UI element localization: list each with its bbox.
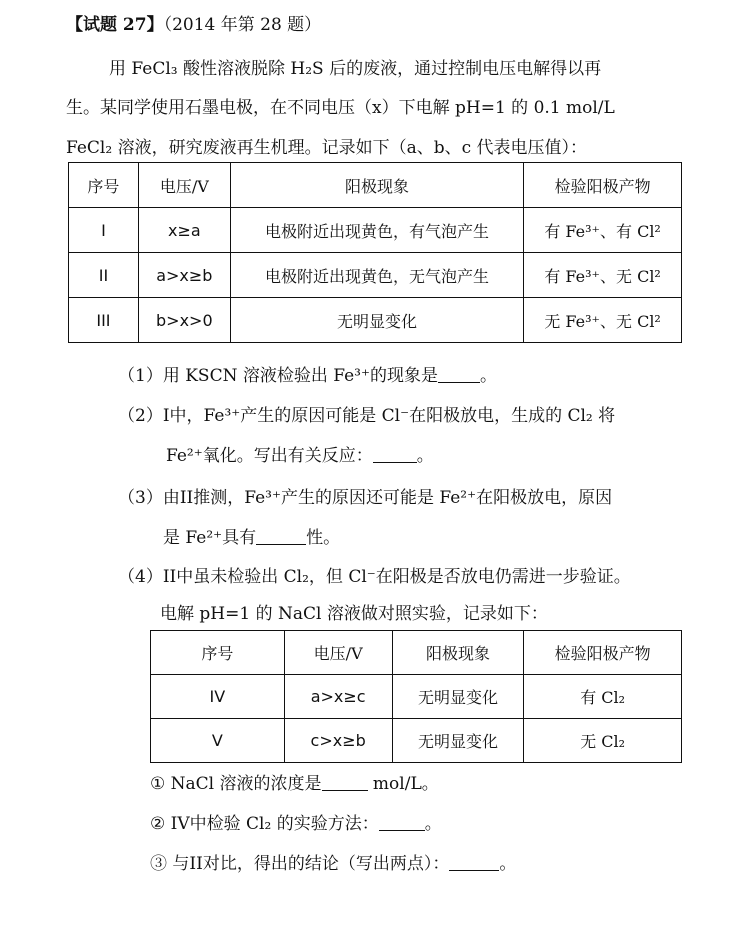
sub-question-1-unit: mol/L。 bbox=[367, 774, 439, 794]
header-cell: 检验阳极产物 bbox=[524, 631, 682, 675]
table-cell: c>x≥b bbox=[284, 719, 392, 763]
period: 。 bbox=[499, 854, 517, 874]
intro-line-2: 生。某同学使用石墨电极，在不同电压（x）下电解 pH=1 的 0.1 mol/L bbox=[66, 98, 615, 118]
table-cell: I bbox=[69, 208, 139, 253]
question-4-line-2: 电解 pH=1 的 NaCl 溶液做对照实验，记录如下： bbox=[160, 604, 548, 624]
table-cell: V bbox=[151, 719, 285, 763]
table-cell: a>x≥c bbox=[284, 675, 392, 719]
table-cell: b>x>0 bbox=[138, 298, 230, 343]
question-1-text: （1）用 KSCN 溶液检验出 Fe³⁺的现象是 bbox=[118, 366, 438, 386]
question-2-text: Fe²⁺氧化。写出有关反应： bbox=[166, 446, 373, 466]
answer-blank[interactable] bbox=[256, 528, 306, 545]
question-2-line-1: （2）I中，Fe³⁺产生的原因可能是 Cl⁻在阳极放电，生成的 Cl₂ 将 bbox=[118, 406, 616, 426]
period: 。 bbox=[479, 366, 497, 386]
table-cell: 有 Fe³⁺、有 Cl² bbox=[524, 208, 682, 253]
header-cell: 电压/V bbox=[284, 631, 392, 675]
table-cell: 无明显变化 bbox=[392, 675, 524, 719]
table-header-row bbox=[151, 631, 682, 675]
experiment-table-2 bbox=[150, 630, 682, 763]
intro-line-1: 用 FeCl₃ 酸性溶液脱除 H₂S 后的废液，通过控制电压电解得以再 bbox=[109, 59, 602, 79]
header-cell: 电压/V bbox=[138, 163, 230, 208]
table-cell: IV bbox=[151, 675, 285, 719]
question-3-line-1: （3）由II推测，Fe³⁺产生的原因还可能是 Fe²⁺在阳极放电，原因 bbox=[118, 488, 613, 508]
question-source: （2014 年第 28 题） bbox=[163, 15, 322, 35]
answer-blank[interactable] bbox=[379, 814, 425, 831]
sub-question-3-text: ③ 与II对比，得出的结论（写出两点）： bbox=[150, 854, 450, 874]
table-row bbox=[69, 298, 682, 343]
question-3-line-2 bbox=[163, 527, 340, 549]
question-3-suffix: 性。 bbox=[306, 528, 341, 548]
intro-line-3: FeCl₂ 溶液，研究废液再生机理。记录如下（a、b、c 代表电压值）： bbox=[66, 138, 588, 158]
table-row bbox=[151, 675, 682, 719]
header-cell: 序号 bbox=[151, 631, 285, 675]
question-number: 【试题 27】 bbox=[66, 15, 164, 35]
question-1 bbox=[118, 365, 497, 387]
table-cell: III bbox=[69, 298, 139, 343]
question-3-text: 是 Fe²⁺具有 bbox=[163, 528, 257, 548]
table-cell: x≥a bbox=[138, 208, 230, 253]
table-row bbox=[151, 719, 682, 763]
table-cell: II bbox=[69, 253, 139, 298]
table-cell: 电极附近出现黄色，无气泡产生 bbox=[230, 253, 523, 298]
question-4-line-1: （4）II中虽未检验出 Cl₂，但 Cl⁻在阳极是否放电仍需进一步验证。 bbox=[118, 567, 631, 587]
answer-blank[interactable] bbox=[322, 774, 368, 791]
sub-question-1-text: ① NaCl 溶液的浓度是 bbox=[150, 774, 322, 794]
table-cell: 无 Cl₂ bbox=[524, 719, 682, 763]
table-row bbox=[69, 253, 682, 298]
question-title bbox=[66, 14, 321, 36]
header-cell: 阳极现象 bbox=[230, 163, 523, 208]
sub-question-2-text: ② IV中检验 Cl₂ 的实验方法： bbox=[150, 814, 379, 834]
table-row bbox=[69, 208, 682, 253]
table-cell: 电极附近出现黄色，有气泡产生 bbox=[230, 208, 523, 253]
table-cell: 无明显变化 bbox=[392, 719, 524, 763]
table-header-row bbox=[69, 163, 682, 208]
experiment-table-1 bbox=[68, 162, 682, 343]
period: 。 bbox=[424, 814, 442, 834]
table-cell: 无明显变化 bbox=[230, 298, 523, 343]
period: 。 bbox=[416, 446, 434, 466]
header-cell: 序号 bbox=[69, 163, 139, 208]
table-cell: a>x≥b bbox=[138, 253, 230, 298]
sub-question-3 bbox=[150, 853, 516, 875]
table-cell: 有 Fe³⁺、无 Cl² bbox=[524, 253, 682, 298]
header-cell: 阳极现象 bbox=[392, 631, 524, 675]
answer-blank[interactable] bbox=[373, 446, 417, 463]
question-2-line-2 bbox=[166, 445, 434, 467]
sub-question-1 bbox=[150, 773, 439, 795]
table-cell: 无 Fe³⁺、无 Cl² bbox=[524, 298, 682, 343]
sub-question-2 bbox=[150, 813, 442, 835]
answer-blank[interactable] bbox=[449, 854, 499, 871]
header-cell: 检验阳极产物 bbox=[524, 163, 682, 208]
answer-blank[interactable] bbox=[438, 366, 480, 383]
table-cell: 有 Cl₂ bbox=[524, 675, 682, 719]
